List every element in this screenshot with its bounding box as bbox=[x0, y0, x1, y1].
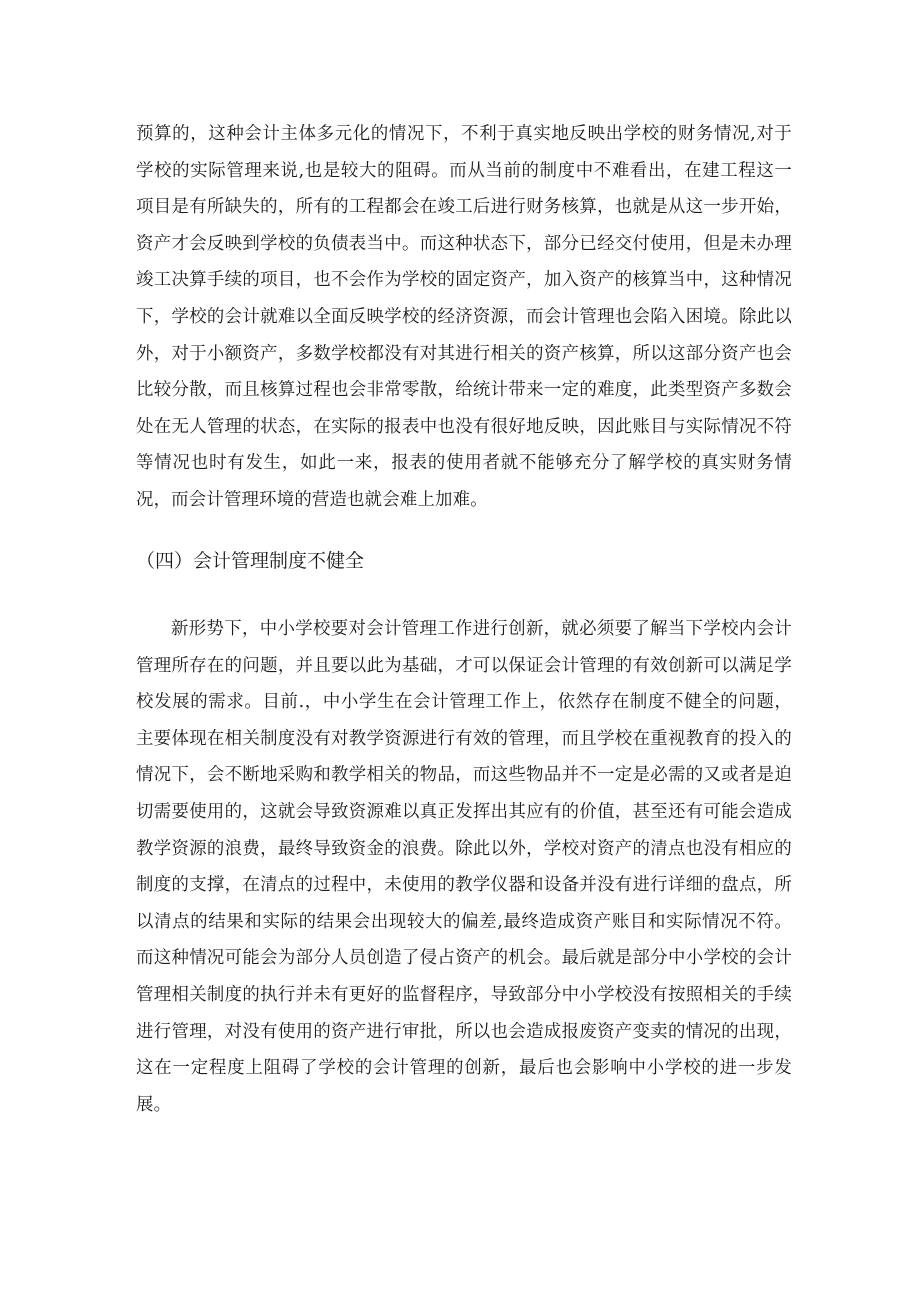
section-heading: （四）会计管理制度不健全 bbox=[136, 550, 365, 572]
body-paragraph-2: 新形势下，中小学校要对会计管理工作进行创新，就必须要了解当下学校内会计管理所存在的问题，并且要以此为基础，才可以保证会计管理的有效创新可以满足学校发展的需求。目前.，中小学生在会计管理工作上，依然存在制度不健全的问题，主要体现在相关制度没有对教学资源进行有效的管理，而且学校在重视教育的投入的情况下，会不断地采购和教学相关的物品，而这些物品并不一定是必需的又或者是迫切需要使用的，这就会导致资源难以真正发挥出其应有的价值，甚至还有可能会造成教学资源的浪费，最终导致资金的浪费。除此以外，学校对资产的清点也没有相应的制度的支撑，在清点的过程中，未使用的教学仪器和设备并没有进行详细的盘点，所以清点的结果和实际的结果会出现较大的偏差,最终造成资产账目和实际情况不符。而这种情况可能会为部分人员创造了侵占资产的机会。最后就是部分中小学校的会计管理相关制度的执行并未有更好的监督程序，导致部分中小学校没有按照相关的手续进行管理，对没有使用的资产进行审批，所以也会造成报废资产变卖的情况的出现，这在一定程度上阻碍了学校的会计管理的创新，最后也会影响中小学校的进一步发展。 bbox=[136, 619, 792, 1115]
body-paragraph-1: 预算的，这种会计主体多元化的情况下，不利于真实地反映出学校的财务情况,对于学校的实际管理来说,也是较大的阻碍。而从当前的制度中不难看出，在建工程这一项目是有所缺失的，所有的工程都会在竣工后进行财务核算，也就是从这一步开始，资产才会反映到学校的负债表当中。而这种状态下，部分已经交付使用，但是未办理竣工决算手续的项目，也不会作为学校的固定资产，加入资产的核算当中，这种情况下，学校的会计就难以全面反映学校的经济资源，而会计管理也会陷入困境。除此以外，对于小额资产，多数学校都没有对其进行相关的资产核算，所以这部分资产也会比较分散，而且核算过程也会非常零散，给统计带来一定的难度，此类型资产多数会处在无人管理的状态，在实际的报表中也没有很好地反映，因此账目与实际情况不符等情况也时有发生，如此一来，报表的使用者就不能够充分了解学校的真实财务情况，而会计管理环境的营造也就会难上加难。 bbox=[136, 124, 792, 510]
